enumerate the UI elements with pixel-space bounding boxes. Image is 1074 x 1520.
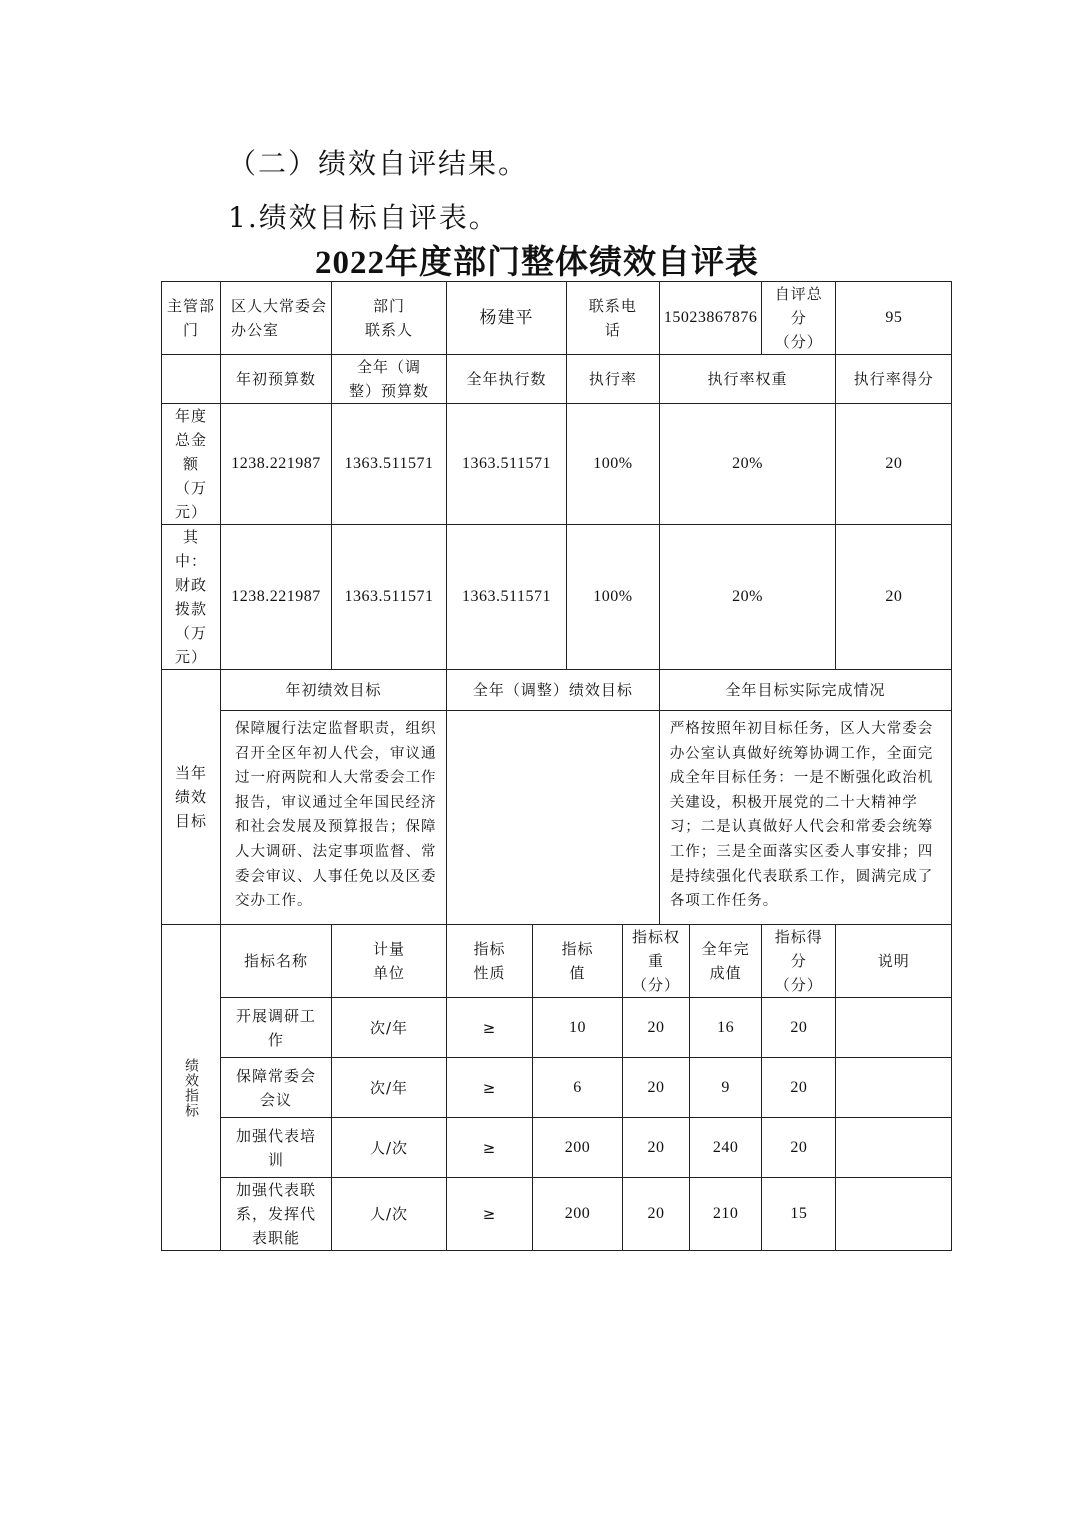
budget-score-value: 20 bbox=[836, 404, 952, 525]
indicator-completed: 9 bbox=[689, 1058, 761, 1118]
budget-corner bbox=[162, 355, 221, 404]
score-label: 自评总分（分） bbox=[762, 282, 836, 355]
goals-adjusted-header: 全年（调整）绩效目标 bbox=[447, 670, 660, 711]
indicators-section-label: 绩效指标 bbox=[162, 925, 221, 1251]
indicator-note bbox=[836, 1118, 952, 1178]
goals-section-label: 当年绩效目标 bbox=[162, 670, 221, 925]
indicator-unit: 人/次 bbox=[332, 1118, 447, 1178]
budget-rate-value: 100% bbox=[567, 525, 660, 670]
indicator-completed: 210 bbox=[689, 1178, 761, 1251]
performance-table bbox=[161, 281, 952, 1251]
contact-label: 部门 联系人 bbox=[332, 282, 447, 355]
indicator-name: 保障常委会会议 bbox=[221, 1058, 332, 1118]
budget-executed-header: 全年执行数 bbox=[447, 355, 567, 404]
dept-label: 主管部门 bbox=[162, 282, 221, 355]
indicator-score: 20 bbox=[762, 998, 836, 1058]
budget-weight-header: 执行率权重 bbox=[659, 355, 836, 404]
indicator-value: 200 bbox=[533, 1118, 623, 1178]
indicator-name: 加强代表培训 bbox=[221, 1118, 332, 1178]
indicator-score: 20 bbox=[762, 1118, 836, 1178]
indicator-unit: 次/年 bbox=[332, 998, 447, 1058]
goals-header-row bbox=[162, 670, 952, 711]
indicator-value: 6 bbox=[533, 1058, 623, 1118]
indicator-score-header: 指标得分（分） bbox=[762, 925, 836, 998]
indicator-completed-header: 全年完成值 bbox=[689, 925, 761, 998]
indicator-nature-header: 指标 性质 bbox=[447, 925, 533, 998]
phone-label: 联系电话 bbox=[567, 282, 660, 355]
indicator-header-row bbox=[162, 925, 952, 998]
budget-executed-value: 1363.511571 bbox=[447, 404, 567, 525]
indicator-unit: 人/次 bbox=[332, 1178, 447, 1251]
indicator-name: 加强代表联系，发挥代表职能 bbox=[221, 1178, 332, 1251]
indicator-nature: ≥ bbox=[447, 1058, 533, 1118]
indicator-unit-header: 计量 单位 bbox=[332, 925, 447, 998]
indicator-weight: 20 bbox=[623, 1058, 690, 1118]
indicator-weight-header: 指标权重（分） bbox=[623, 925, 690, 998]
indicator-nature: ≥ bbox=[447, 1118, 533, 1178]
budget-initial-value: 1238.221987 bbox=[221, 404, 332, 525]
goals-initial-header: 年初绩效目标 bbox=[221, 670, 447, 711]
indicator-completed: 16 bbox=[689, 998, 761, 1058]
goals-actual-header: 全年目标实际完成情况 bbox=[659, 670, 952, 711]
page-title: 2022年度部门整体绩效自评表 bbox=[315, 245, 759, 281]
indicator-unit: 次/年 bbox=[332, 1058, 447, 1118]
header-row bbox=[162, 282, 952, 355]
budget-score-header: 执行率得分 bbox=[836, 355, 952, 404]
budget-weight-value: 20% bbox=[659, 525, 836, 670]
phone-value: 15023867876 bbox=[659, 282, 762, 355]
indicator-note-header: 说明 bbox=[836, 925, 952, 998]
budget-initial-value: 1238.221987 bbox=[221, 525, 332, 670]
indicator-score: 20 bbox=[762, 1058, 836, 1118]
score-value: 95 bbox=[836, 282, 952, 355]
budget-initial-header: 年初预算数 bbox=[221, 355, 332, 404]
budget-rate-header: 执行率 bbox=[567, 355, 660, 404]
section-heading: （二）绩效自评结果。 bbox=[228, 147, 529, 180]
indicator-completed: 240 bbox=[689, 1118, 761, 1178]
table-row bbox=[162, 998, 952, 1058]
indicator-weight: 20 bbox=[623, 1118, 690, 1178]
budget-score-value: 20 bbox=[836, 525, 952, 670]
budget-adjusted-value: 1363.511571 bbox=[332, 404, 447, 525]
table-row bbox=[162, 1118, 952, 1178]
budget-row-fiscal bbox=[162, 525, 952, 670]
budget-header-row bbox=[162, 355, 952, 404]
table-row bbox=[162, 1178, 952, 1251]
indicator-name: 开展调研工作 bbox=[221, 998, 332, 1058]
budget-row-total bbox=[162, 404, 952, 525]
indicator-note bbox=[836, 998, 952, 1058]
budget-adjusted-value: 1363.511571 bbox=[332, 525, 447, 670]
goals-adjusted-text bbox=[447, 711, 660, 925]
indicator-note bbox=[836, 1058, 952, 1118]
indicator-weight: 20 bbox=[623, 998, 690, 1058]
goals-initial-text: 保障履行法定监督职责，组织召开全区年初人代会，审议通过一府两院和人大常委会工作报告，审议通过全年国民经济和社会发展及预算报告；保障人大调研、法定事项监督、常委会审议、人事任免以及区委交办工作。 bbox=[221, 711, 447, 925]
table-row bbox=[162, 1058, 952, 1118]
subsection-heading: 1.绩效目标自评表。 bbox=[228, 201, 499, 234]
dept-value: 区人大常委会办公室 bbox=[221, 282, 332, 355]
indicator-note bbox=[836, 1178, 952, 1251]
budget-adjusted-header: 全年（调整）预算数 bbox=[332, 355, 447, 404]
indicator-name-header: 指标名称 bbox=[221, 925, 332, 998]
budget-weight-value: 20% bbox=[659, 404, 836, 525]
budget-rate-value: 100% bbox=[567, 404, 660, 525]
budget-executed-value: 1363.511571 bbox=[447, 525, 567, 670]
indicator-score: 15 bbox=[762, 1178, 836, 1251]
indicator-value-header: 指标 值 bbox=[533, 925, 623, 998]
indicator-weight: 20 bbox=[623, 1178, 690, 1251]
budget-row-label: 年度总金额（万元） bbox=[162, 404, 221, 525]
goals-text-row bbox=[162, 711, 952, 925]
indicator-value: 10 bbox=[533, 998, 623, 1058]
budget-row-label: 其中：财政拨款（万元） bbox=[162, 525, 221, 670]
contact-name: 杨建平 bbox=[447, 282, 567, 355]
indicator-nature: ≥ bbox=[447, 998, 533, 1058]
goals-actual-text: 严格按照年初目标任务，区人大常委会办公室认真做好统筹协调工作，全面完成全年目标任务：一是不断强化政治机关建设，积极开展党的二十大精神学习；二是认真做好人代会和常委会统筹工作；三是全面落实区委人事安排；四是持续强化代表联系工作，圆满完成了各项工作任务。 bbox=[659, 711, 952, 925]
indicator-nature: ≥ bbox=[447, 1178, 533, 1251]
indicator-value: 200 bbox=[533, 1178, 623, 1251]
